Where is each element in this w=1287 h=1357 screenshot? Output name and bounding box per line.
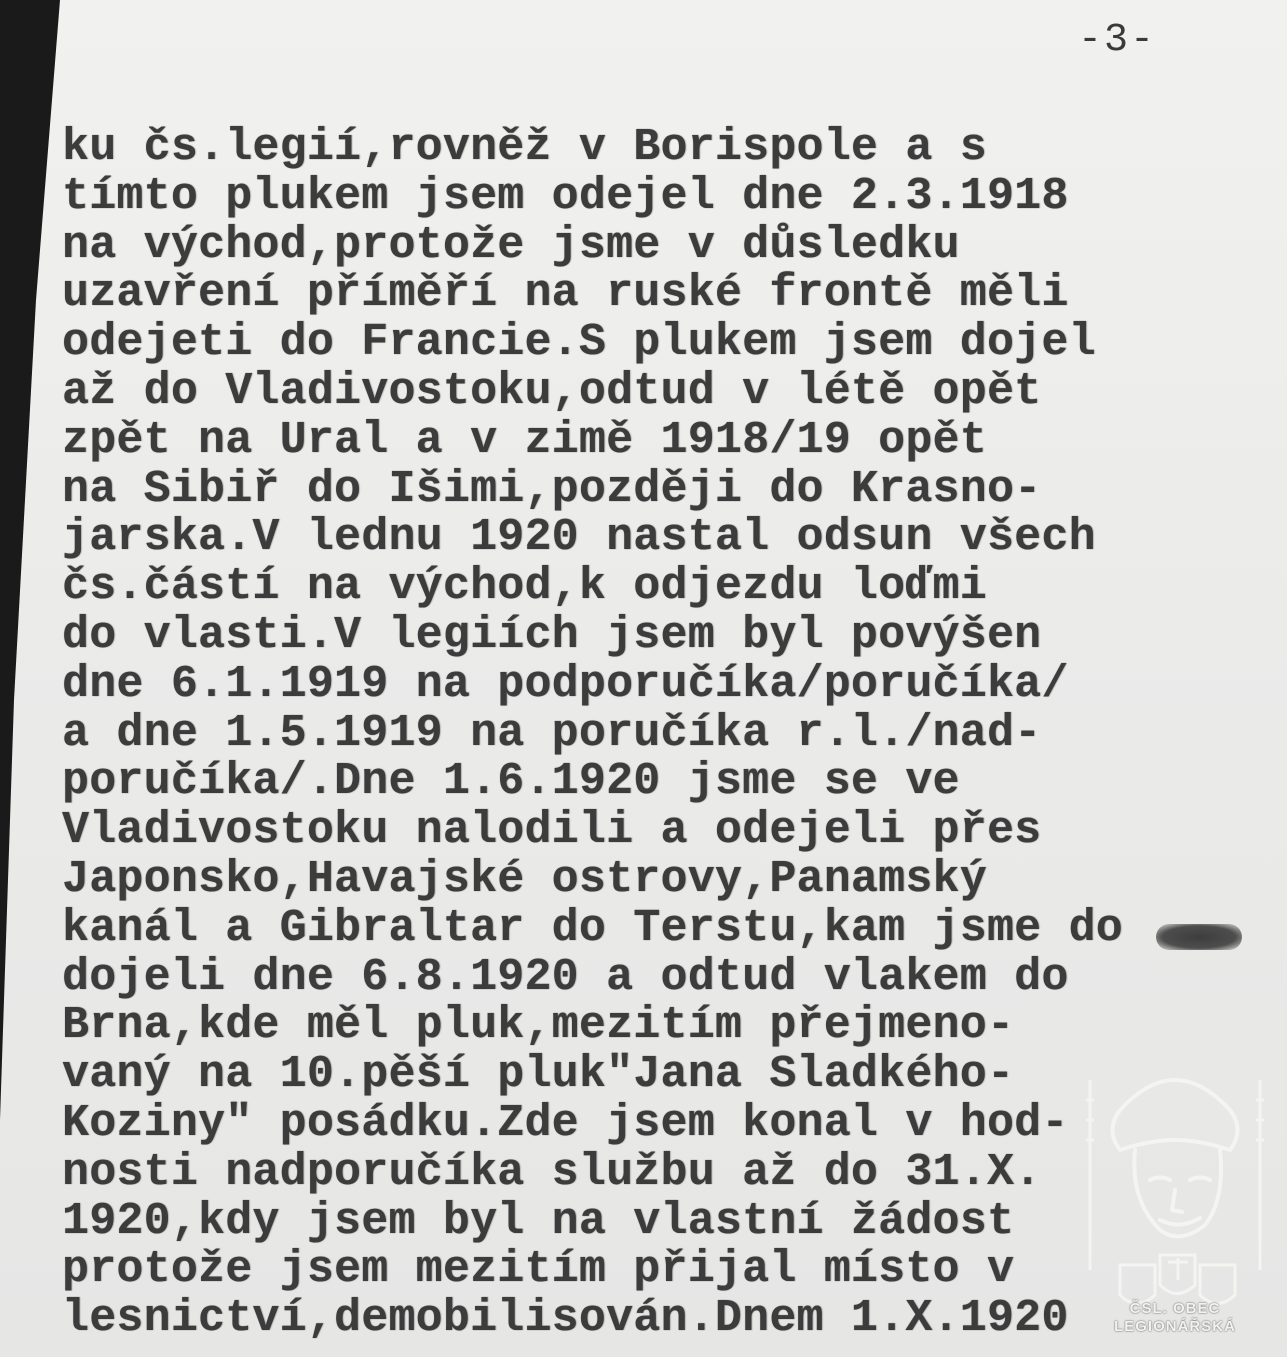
text-line: Japonsko,Havajské ostrovy,Panamský <box>62 853 987 905</box>
text-line: ku čs.legií,rovněž v Borispole a s <box>62 122 987 173</box>
text-line: lesnictví,demobilisován.Dnem 1.X.1920 <box>62 1293 1069 1345</box>
text-line: až do Vladivostoku,odtud v létě opět <box>62 365 1042 417</box>
seal-caption-line2: LEGIONÁŘSKÁ <box>1114 1318 1236 1335</box>
text-line: jarska.V lednu 1920 nastal odsun všech <box>62 512 1096 564</box>
text-line: dne 6.1.1919 na podporučíka/poručíka/ <box>62 658 1069 710</box>
text-line: Brna,kde měl pluk,mezitím přejmeno- <box>62 1000 1015 1052</box>
seal-caption-line1: ČSL. OBEC <box>1129 1300 1221 1317</box>
text-line: poručíka/.Dne 1.6.1920 jsme se ve <box>62 756 960 808</box>
text-line: kanál a Gibraltar do Terstu,kam jsme do <box>62 902 1123 954</box>
text-line: nosti nadporučíka službu až do 31.X. <box>62 1146 1042 1198</box>
text-line: odejeti do Francie.S plukem jsem dojel <box>62 317 1096 369</box>
text-line: tímto plukem jsem odejel dne 2.3.1918 <box>62 170 1069 222</box>
text-line: na Sibiř do Išimi,později do Krasno- <box>62 463 1042 515</box>
text-line: a dne 1.5.1919 na poručíka r.l./nad- <box>62 707 1042 759</box>
text-line: uzavření příměří na ruské frontě měli <box>62 268 1069 320</box>
text-line: na východ,protože jsme v důsledku <box>62 219 960 271</box>
text-line: do vlasti.V legiích jsem byl povýšen <box>62 609 1042 661</box>
text-line: vaný na 10.pěší pluk"Jana Sladkého- <box>62 1049 1015 1101</box>
ink-strikeout <box>1156 924 1242 950</box>
seal-caption <box>1090 1300 1260 1336</box>
page-number: -3- <box>1078 18 1157 63</box>
text-line: 1920,kdy jsem byl na vlastní žádost <box>62 1195 1015 1247</box>
text-line: čs.částí na východ,k odjezdu loďmi <box>62 561 987 613</box>
text-line: zpět na Ural a v zimě 1918/19 opět <box>62 414 987 466</box>
text-line: Koziny" posádku.Zde jsem konal v hod- <box>62 1097 1069 1149</box>
text-line: Vladivostoku nalodili a odejeli přes <box>62 805 1042 857</box>
text-line: protože jsem mezitím přijal místo v <box>62 1244 1015 1296</box>
text-line: dojeli dne 6.8.1920 a odtud vlakem do <box>62 951 1069 1003</box>
